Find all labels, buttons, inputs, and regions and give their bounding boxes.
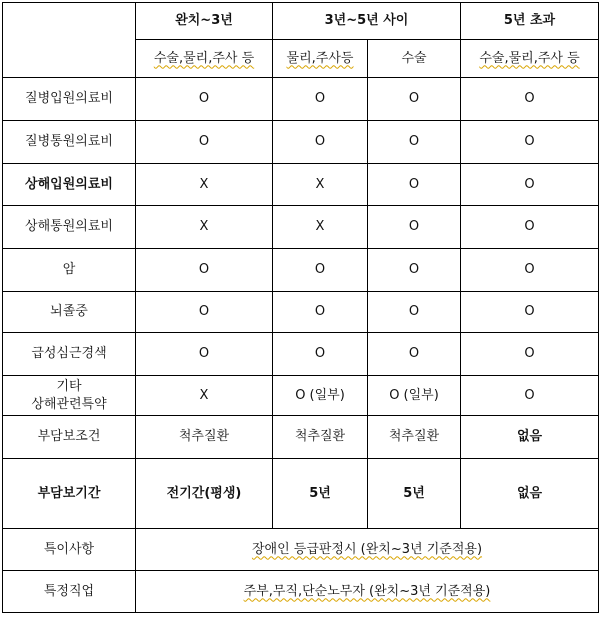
coverage-mark: O bbox=[136, 249, 273, 292]
table-row bbox=[3, 459, 599, 529]
header-blank-cell bbox=[3, 3, 136, 78]
coverage-mark: O (일부) bbox=[273, 376, 368, 416]
row-label bbox=[3, 376, 136, 416]
coverage-mark: O bbox=[368, 164, 461, 206]
coverage-mark: O bbox=[368, 292, 461, 333]
row-label-line1: 기타 bbox=[56, 378, 82, 394]
row-label: 특이사항 bbox=[3, 529, 136, 571]
table-row bbox=[3, 121, 599, 164]
table-row bbox=[3, 206, 599, 249]
table-row bbox=[3, 292, 599, 333]
coverage-mark: O bbox=[136, 121, 273, 164]
exclusion-condition: 척추질환 bbox=[368, 416, 461, 459]
exclusion-condition: 척추질환 bbox=[136, 416, 273, 459]
coverage-mark: X bbox=[273, 206, 368, 249]
coverage-mark: O bbox=[273, 121, 368, 164]
header-row-groups bbox=[3, 3, 599, 40]
header-sub-2b: 수술 bbox=[368, 40, 461, 78]
exclusion-period: 5년 bbox=[368, 459, 461, 529]
header-sub-3: 수술,물리,주사 등 bbox=[461, 40, 599, 78]
header-sub-1: 수술,물리,주사 등 bbox=[136, 40, 273, 78]
coverage-mark: O bbox=[461, 121, 599, 164]
table-row bbox=[3, 78, 599, 121]
coverage-mark: O (일부) bbox=[368, 376, 461, 416]
special-note: 장애인 등급판정시 (완치~3년 기준적용) bbox=[136, 529, 599, 571]
row-label: 상해입원의료비 bbox=[3, 164, 136, 206]
coverage-mark: X bbox=[136, 164, 273, 206]
coverage-mark: O bbox=[136, 78, 273, 121]
insurance-coverage-table bbox=[2, 2, 599, 613]
coverage-mark: O bbox=[136, 292, 273, 333]
coverage-mark: O bbox=[461, 164, 599, 206]
header-group-1: 완치~3년 bbox=[136, 3, 273, 40]
row-label-line2: 상해관련특약 bbox=[31, 396, 107, 412]
coverage-mark: O bbox=[273, 333, 368, 376]
exclusion-period: 없음 bbox=[461, 459, 599, 529]
row-label: 급성심근경색 bbox=[3, 333, 136, 376]
coverage-mark: X bbox=[136, 376, 273, 416]
coverage-mark: O bbox=[461, 292, 599, 333]
coverage-mark: X bbox=[136, 206, 273, 249]
row-label: 뇌졸중 bbox=[3, 292, 136, 333]
exclusion-condition: 척추질환 bbox=[273, 416, 368, 459]
row-label: 암 bbox=[3, 249, 136, 292]
coverage-mark: O bbox=[273, 292, 368, 333]
coverage-mark: O bbox=[461, 78, 599, 121]
coverage-mark: O bbox=[136, 333, 273, 376]
coverage-mark: O bbox=[461, 249, 599, 292]
row-label: 상해통원의료비 bbox=[3, 206, 136, 249]
table-row bbox=[3, 416, 599, 459]
coverage-mark: X bbox=[273, 164, 368, 206]
exclusion-period: 전기간(평생) bbox=[136, 459, 273, 529]
coverage-mark: O bbox=[273, 249, 368, 292]
row-label: 특정직업 bbox=[3, 571, 136, 613]
coverage-mark: O bbox=[461, 376, 599, 416]
row-label: 질병입원의료비 bbox=[3, 78, 136, 121]
coverage-mark: O bbox=[368, 78, 461, 121]
coverage-mark: O bbox=[368, 121, 461, 164]
row-label: 부담보조건 bbox=[3, 416, 136, 459]
header-group-2: 3년~5년 사이 bbox=[273, 3, 461, 40]
coverage-mark: O bbox=[368, 333, 461, 376]
table-row bbox=[3, 571, 599, 613]
exclusion-period: 5년 bbox=[273, 459, 368, 529]
table-row bbox=[3, 333, 599, 376]
table-row bbox=[3, 164, 599, 206]
coverage-mark: O bbox=[368, 206, 461, 249]
coverage-mark: O bbox=[368, 249, 461, 292]
coverage-mark: O bbox=[461, 206, 599, 249]
coverage-mark: O bbox=[273, 78, 368, 121]
table-row bbox=[3, 249, 599, 292]
header-group-3: 5년 초과 bbox=[461, 3, 599, 40]
row-label: 부담보기간 bbox=[3, 459, 136, 529]
header-sub-2a: 물리,주사등 bbox=[273, 40, 368, 78]
exclusion-condition: 없음 bbox=[461, 416, 599, 459]
row-label: 질병통원의료비 bbox=[3, 121, 136, 164]
special-occupation: 주부,무직,단순노무자 (완치~3년 기준적용) bbox=[136, 571, 599, 613]
table-row bbox=[3, 529, 599, 571]
coverage-mark: O bbox=[461, 333, 599, 376]
table-row bbox=[3, 376, 599, 416]
